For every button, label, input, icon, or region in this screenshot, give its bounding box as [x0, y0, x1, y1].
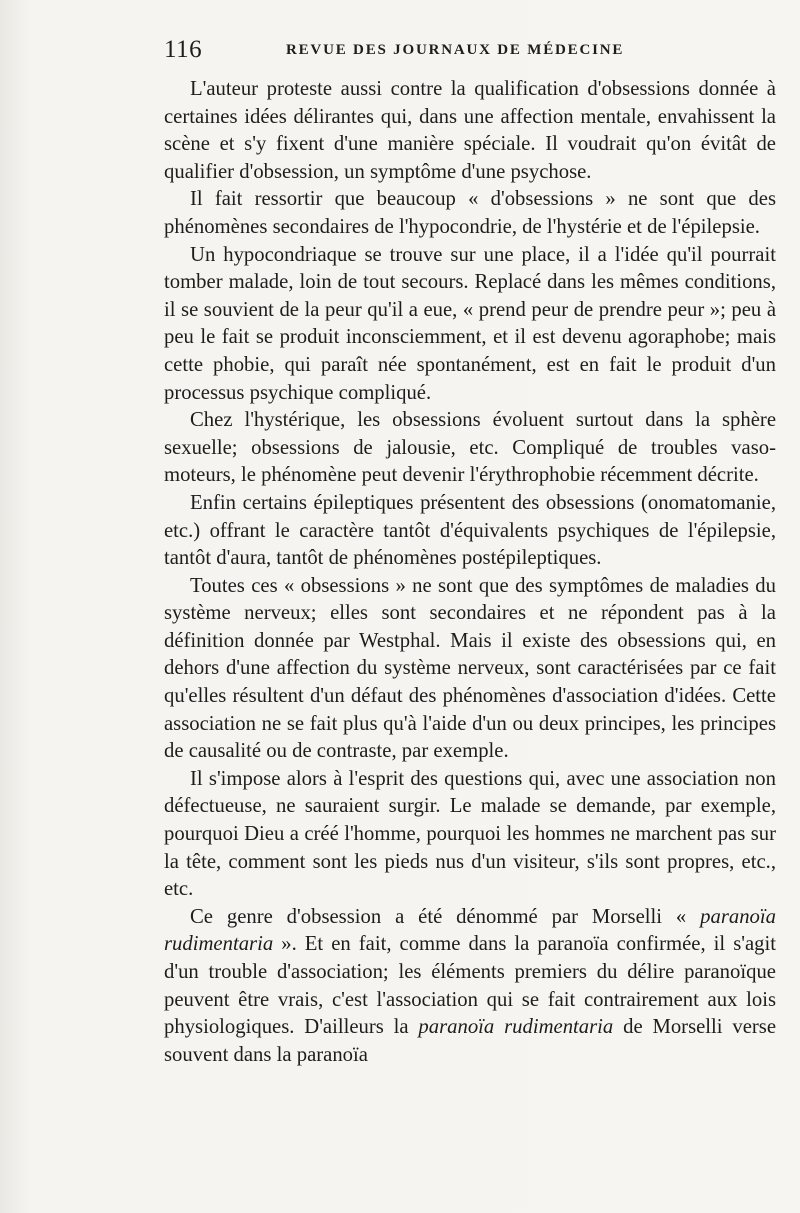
paragraph-8-italic-term-1: paranoïa rudimentaria — [164, 905, 776, 956]
body-text — [164, 76, 776, 1069]
paragraph-8 — [164, 904, 776, 1070]
paragraph-1: L'auteur proteste aussi contre la qualification d'obsessions donnée à certaines idées délirantes qui, dans une affection mentale, envahissent la scène et s'y fixent d'une manière spéciale. Il voudrait qu'on évitât de qualifier d'obsession, un symptôme d'une psychose. — [164, 78, 776, 183]
page-number: 116 — [164, 36, 203, 63]
running-head — [164, 30, 776, 70]
paragraph-5: Enfin certains épileptiques présentent des obsessions (onomatomanie, etc.) offrant le caractère tantôt d'équivalents psychiques de l'épilepsie, tantôt d'aura, tantôt de phénomènes postépileptiques. — [164, 491, 776, 570]
journal-title: REVUE DES JOURNAUX DE MÉDECINE — [286, 41, 625, 58]
paragraph-8-text-3: de Morselli verse souvent dans la paranoïa — [164, 1016, 777, 1066]
paragraph-6: Toutes ces « obsessions » ne sont que des symptômes de maladies du système nerveux; elles sont secondaires et ne répondent pas à la définition donnée par Westphal. Mais il existe des obsessions qui, en dehors d'une affection du système nerveux, sont caractérisées par ce fait qu'elles résultent d'un défaut des phénomènes d'association d'idées. Cette association ne se fait plus qu'à l'aide d'un ou deux principes, les principes de causalité ou de contraste, par exemple. — [164, 574, 776, 763]
paragraph-8-text-2: ». Et en fait, comme dans la paranoïa confirmée, il s'agit d'un trouble d'association; les éléments premiers du délire paranoïque peuvent être vrais, c'est l'association qui se fait contrairement aux lois physiologiques. D'ailleurs la — [164, 933, 776, 1039]
paragraph-8-italic-term-2: paranoïa rudimentaria — [418, 1016, 614, 1039]
paragraph-7: Il s'impose alors à l'esprit des questions qui, avec une association non défectueuse, ne sauraient surgir. Le malade se demande, par exemple, pourquoi Dieu a créé l'homme, pourquoi les hommes ne marchent pas sur la tête, comment sont les pieds nus d'un visiteur, s'ils sont propres, etc., etc. — [164, 767, 776, 901]
paragraph-3: Un hypocondriaque se trouve sur une place, il a l'idée qu'il pourrait tomber malade, loin de tout secours. Replacé dans les mêmes conditions, il se souvient de la peur qu'il a eue, « prend peur de prendre peur »; peu à peu le fait se produit inconsciemment, et il est devenu agoraphobe; mais cette phobie, qui paraît née spontanément, est en fait le produit d'un processus psychique compliqué. — [164, 243, 776, 404]
paragraph-4: Chez l'hystérique, les obsessions évoluent surtout dans la sphère sexuelle; obsessions de jalousie, etc. Compliqué de troubles vaso-moteurs, le phénomène peut devenir l'érythrophobie récemment décrite. — [164, 409, 776, 487]
paragraph-2: Il fait ressortir que beaucoup « d'obsessions » ne sont que des phénomènes secondaires de l'hypocondrie, de l'hystérie et de l'épilepsie. — [164, 188, 776, 238]
paragraph-8-text-1: Ce genre d'obsession a été dénommé par Morselli « — [190, 905, 701, 928]
